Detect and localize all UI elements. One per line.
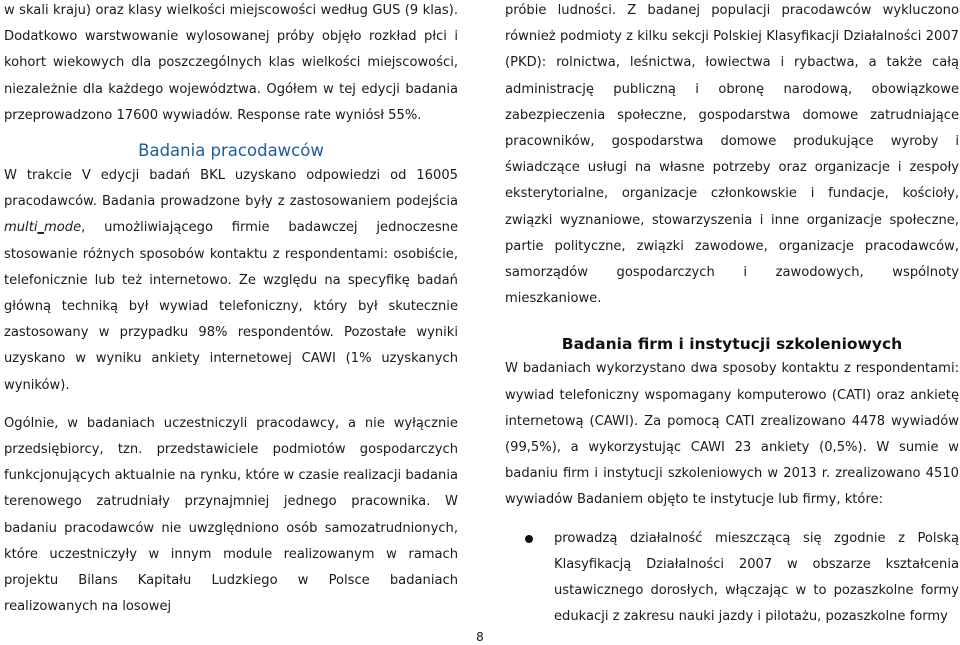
criteria-bullet-item: [505, 526, 959, 631]
paragraph-gap: [505, 312, 959, 326]
heading-employers-survey: Badania pracodawców: [138, 141, 324, 161]
multi-mode-term-part1: multi: [4, 220, 38, 236]
multi-mode-term-underscore: _: [37, 220, 45, 236]
left-column: [4, 0, 458, 620]
employers-method-rest: , umożliwiającego firmie badawczej jednoczesne stosowanie różnych sposobów kontaktu z respondentami: osobiście, telefonicznie lub też internetowo. Ze względu na specyfikę badań główną techniką był wywiad telefoniczny, który był skutecznie zastosowany w przypadku 98% respondentów. Pozostałe wyniki uzyskano w wyniku ankiety internetowej CAWI (1% uzyskanych wyników).: [4, 220, 458, 393]
left-paragraph-survey-sample: w skali kraju) oraz klasy wielkości miejscowości według GUS (9 klas). Dodatkowo warstwowanie wylosowanej próby objęło rozkład płci i kohort wiekowych dla poszczególnych klas wielkości miejscowości, niezależnie dla każdego województwa. Ogółem w tej edycji badania przeprowadzono 17600 wywiadów. Response rate wyniósł 55%.: [4, 3, 458, 123]
bullet-dot-icon: [525, 535, 533, 543]
left-paragraph-employers-method: [4, 163, 458, 399]
paragraph-gap: [505, 514, 959, 526]
right-column: [505, 0, 959, 630]
employers-method-lead: W trakcie V edycji badań BKL uzyskano odpowiedzi od 16005 pracodawców. Badania prowadzone były z zastosowaniem podejścia: [4, 168, 458, 210]
right-paragraph-training-method: W badaniach wykorzystano dwa sposoby kontaktu z respondentami: wywiad telefoniczny wspomagany komputerowo (CATI) oraz ankietę internetową (CAWI). Za pomocą CATI zrealizowano 4478 wywiadów (99,5%), a wykorzystując CAWI 23 ankiety (0,5%). W sumie w badaniu firm i instytucji szkoleniowych w 2013 r. zrealizowano 4510 wywiadów Badaniem objęto te instytucje lub firmy, które:: [505, 361, 959, 508]
right-paragraph-excluded-sections: próbie ludności. Z badanej populacji pracodawców wykluczono również podmioty z kilku sekcji Polskiej Klasyfikacji Działalności 2007 (PKD): rolnictwa, leśnictwa, łowiectwa i rybactwa, a także całą administrację publiczną i obronę narodową, obowiązkowe zabezpieczenia społeczne, gospodarstwa domowe zatrudniające pracowników, gospodarstwa domowe produkujące wyroby i świadczące usługi na własne potrzeby oraz organizacje i zespoły eksterytorialne, organizacje członkowskie i fundacje, kościoły, związki wyznaniowe, stowarzyszenia i inne organizacje społeczne, partie polityczne, związki zawodowe, organizacje pracodawców, samorządów gospodarczych i zawodowych, wspólnoty mieszkaniowe.: [505, 3, 959, 307]
criteria-bullet-text: prowadzą działalność mieszczącą się zgodnie z Polską Klasyfikacją Działalności 2007 w obszarze kształcenia ustawicznego dorosłych, włączając w to pozaszkolne formy edukacji z zakresu nauki jazdy i pilotażu, pozaszkolne formy: [554, 530, 959, 625]
heading-training-institutions: Badania firm i instytucji szkoleniowych: [561, 335, 903, 354]
multi-mode-term-part2: mode: [44, 220, 82, 236]
multi-mode-term: [4, 220, 81, 235]
paragraph-gap: [4, 399, 458, 411]
left-paragraph-employers-scope: Ogólnie, w badaniach uczestniczyli pracodawcy, a nie wyłącznie przedsiębiorcy, tzn. przedstawiciele podmiotów gospodarczych funkcjonujących aktualnie na rynku, które w czasie realizacji badania terenowego zatrudniały przynajmniej jednego pracownika. W badaniu pracodawców nie uwzględniono osób samozatrudnionych, które uczestniczyły w innym module realizowanym w ramach projektu Bilans Kapitału Ludzkiego w Polsce badaniach realizowanych na losowej: [4, 415, 458, 615]
page-number: 8: [476, 630, 484, 644]
criteria-bullet-list: [505, 526, 959, 631]
